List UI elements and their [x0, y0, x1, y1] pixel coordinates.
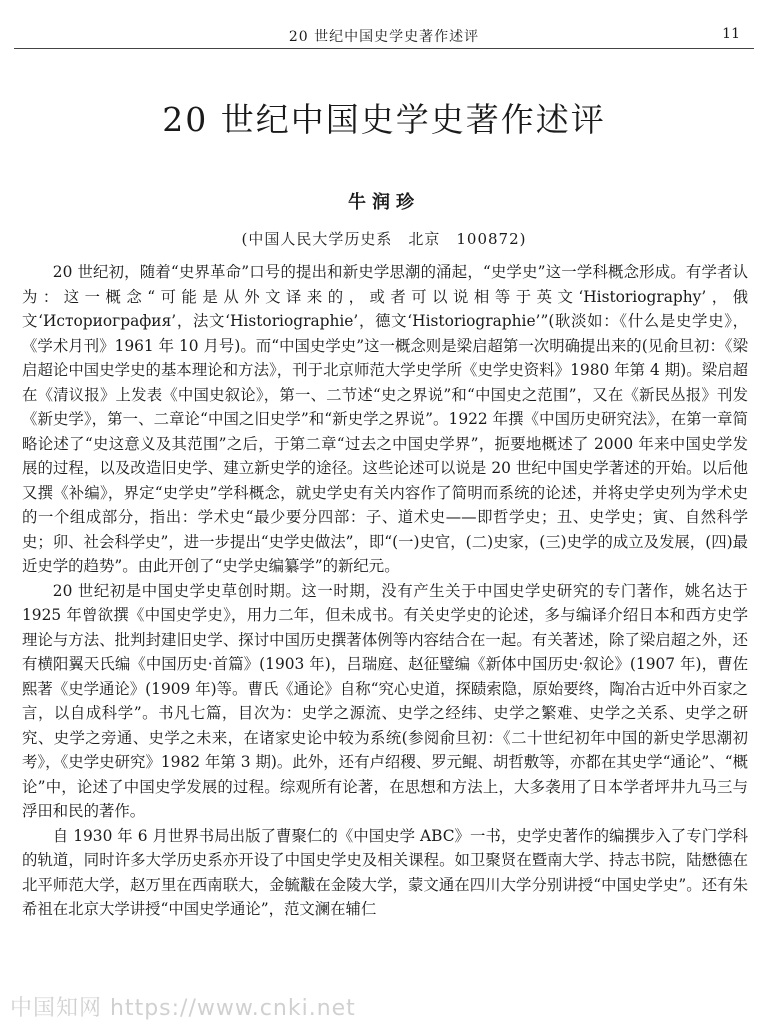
body-paragraph: 自 1930 年 6 月世界书局出版了曹聚仁的《中国史学 ABC》一书，史学史著作的编撰步入了专门学科的轨道，同时许多大学历史系亦开设了中国史学史及相关课程。如卫聚贤在暨南大学、持志书院，陆懋德在北平师范大学，赵万里在西南联大，金毓黻在金陵大学，蒙文通在四川大学分别讲授“中国史学史”。还有朱希祖在北京大学讲授“中国史学通论”，范文澜在辅仁: [22, 826, 748, 918]
article-title: 20 世纪中国史学史著作述评: [162, 100, 606, 139]
author-affiliation: (中国人民大学历史系 北京 100872): [241, 230, 527, 248]
article-author: 牛润珍: [348, 192, 420, 213]
running-header-title: 20 世纪中国史学史著作述评: [288, 29, 480, 45]
body-paragraph: 20 世纪初，随着“史界革命”口号的提出和新史学思潮的涌起，“史学史”这一学科概念形成。有学者认为：这一概念“可能是从外文译来的，或者可以说相等于英文‘Historiography’，俄文‘Историография’，法文‘Historiographie’，德文‘Historiographie’”(耿淡如：《什么是史学史》，《学术月刊》1961 年 10 月号)。而“中国史学史”这一概念则是梁启超第一次明确提出来的(见俞旦初：《梁启超论中国史学史的基本理论和方法》，刊于北京师范大学史学所《史学史资料》1980 年第 4 期)。梁启超在《清议报》上发表《中国史叙论》，第一、二节述“史之界说”和“中国史之范围”，又在《新民丛报》刊发《新史学》，第一、二章论“中国之旧史学”和“新史学之界说”。1922 年撰《中国历史研究法》，在第一章简略论述了“史这意义及其范围”之后，于第二章“过去之中国史学界”，扼要地概述了 2000 年来中国史学发展的过程，以及改造旧史学、建立新史学的途径。这些论述可以说是 20 世纪中国史学著述的开始。以后他又撰《补编》，界定“史学史”学科概念，就史学史有关内容作了简明而系统的论述，并将史学史列为学术史的一个组成部分，指出：学术史“最少要分四部：子、道术史——即哲学史；丑、史学史；寅、自然科学史；卯、社会科学史”，进一步提出“史学史做法”，即“(一)史官，(二)史家，(三)史学的成立及发展，(四)最近史学的趋势”。由此开创了“史学史编纂学”的新纪元。: [22, 263, 748, 575]
article-body: [22, 260, 748, 1024]
cnki-watermark: 中国知网 https://www.cnki.net: [10, 996, 356, 1021]
body-paragraph: 20 世纪初是中国史学史草创时期。这一时期，没有产生关于中国史学史研究的专门著作，姚名达于 1925 年曾欲撰《中国史学史》，用力二年，但未成书。有关史学史的论述，多与编译介绍日本和西方史学理论与方法、批判封建旧史学、探讨中国历史撰著体例等内容结合在一起。有关著述，除了梁启超之外，还有横阳翼天氏编《中国历史·首篇》(1903 年)，吕瑞庭、赵征璧编《新体中国历史·叙论》(1907 年)，曹佐熙著《史学通论》(1909 年)等。曹氏《通论》自称“究心史道，探赜索隐，原始要终，陶冶古近中外百家之言，以自成科学”。书凡七篇，目次为：史学之源流、史学之经纬、史学之繁难、史学之关系、史学之研究、史学之旁通、史学之未来，在诸家史论中较为系统(参阅俞旦初：《二十世纪初年中国的新史学思潮初考》，《史学史研究》1982 年第 3 期)。此外，还有卢绍稷、罗元鲲、胡哲敷等，亦都在其史学“通论”、“概论”中，论述了中国史学发展的过程。综观所有论著，在思想和方法上，大多袭用了日本学者坪井九马三与浮田和民的著作。: [22, 581, 748, 820]
running-header: [14, 22, 754, 49]
page-number: 11: [722, 26, 740, 42]
